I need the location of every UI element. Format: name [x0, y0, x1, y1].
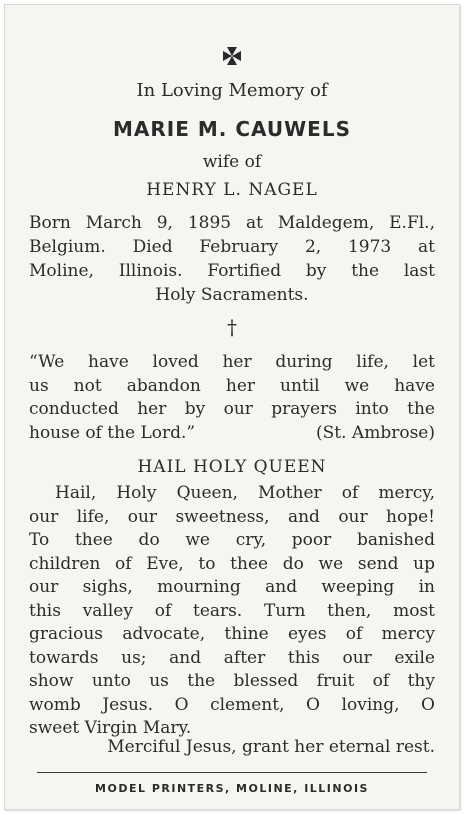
prayer-line: show unto us the blessed fruit of thy	[29, 671, 435, 691]
maltese-cross-icon-svg	[221, 45, 243, 67]
quote-line: us not abandon her until we have	[29, 375, 435, 396]
maltese-cross-icon	[29, 45, 435, 67]
biography-line: Moline, Illinois. Fortified by the last	[29, 261, 435, 281]
quote-line: house of the Lord.”	[29, 422, 196, 443]
spouse-name: HENRY L. NAGEL	[146, 180, 318, 200]
quote-line: “We have loved her during life, let	[29, 352, 435, 372]
footer-divider	[37, 772, 427, 773]
prayer-card	[4, 4, 460, 810]
latin-cross-icon: †	[227, 315, 237, 339]
quote-line: conducted her by our prayers into the	[29, 399, 435, 419]
closing-prayer: Merciful Jesus, grant her eternal rest.	[107, 737, 435, 757]
quote-last-line	[29, 422, 435, 446]
prayer-line: children of Eve, to thee do we send up	[29, 553, 435, 574]
biography-line: Holy Sacraments.	[155, 285, 309, 305]
deceased-name: MARIE M. CAUWELS	[113, 117, 351, 141]
prayer-line: To thee do we cry, poor banished	[29, 530, 435, 550]
printer-credit: MODEL PRINTERS, MOLINE, ILLINOIS	[95, 782, 369, 795]
ambrose-quote	[29, 351, 435, 445]
relation-line: wife of	[202, 152, 262, 172]
prayer-line: womb Jesus. O clement, O loving, O	[29, 694, 435, 715]
quote-attribution: (St. Ambrose)	[316, 422, 435, 443]
biography-line: Belgium. Died February 2, 1973 at	[29, 237, 435, 257]
prayer-line: our life, our sweetness, and our hope!	[29, 506, 435, 527]
memorial-line: In Loving Memory of	[136, 80, 328, 101]
prayer-line: gracious advocate, thine eyes of mercy	[29, 624, 435, 644]
prayer-line: this valley of tears. Turn then, most	[29, 600, 435, 621]
prayer-line: towards us; and after this our exile	[29, 647, 435, 668]
prayer-line: sweet Virgin Mary.	[29, 718, 192, 738]
prayer-line: our sighs, mourning and weeping in	[29, 577, 435, 597]
prayer-title: HAIL HOLY QUEEN	[137, 457, 327, 477]
biography	[29, 211, 435, 307]
prayer-line: Hail, Holy Queen, Mother of mercy,	[55, 483, 435, 503]
biography-line: Born March 9, 1895 at Maldegem, E.Fl.,	[29, 213, 435, 233]
prayer-text	[29, 482, 435, 741]
